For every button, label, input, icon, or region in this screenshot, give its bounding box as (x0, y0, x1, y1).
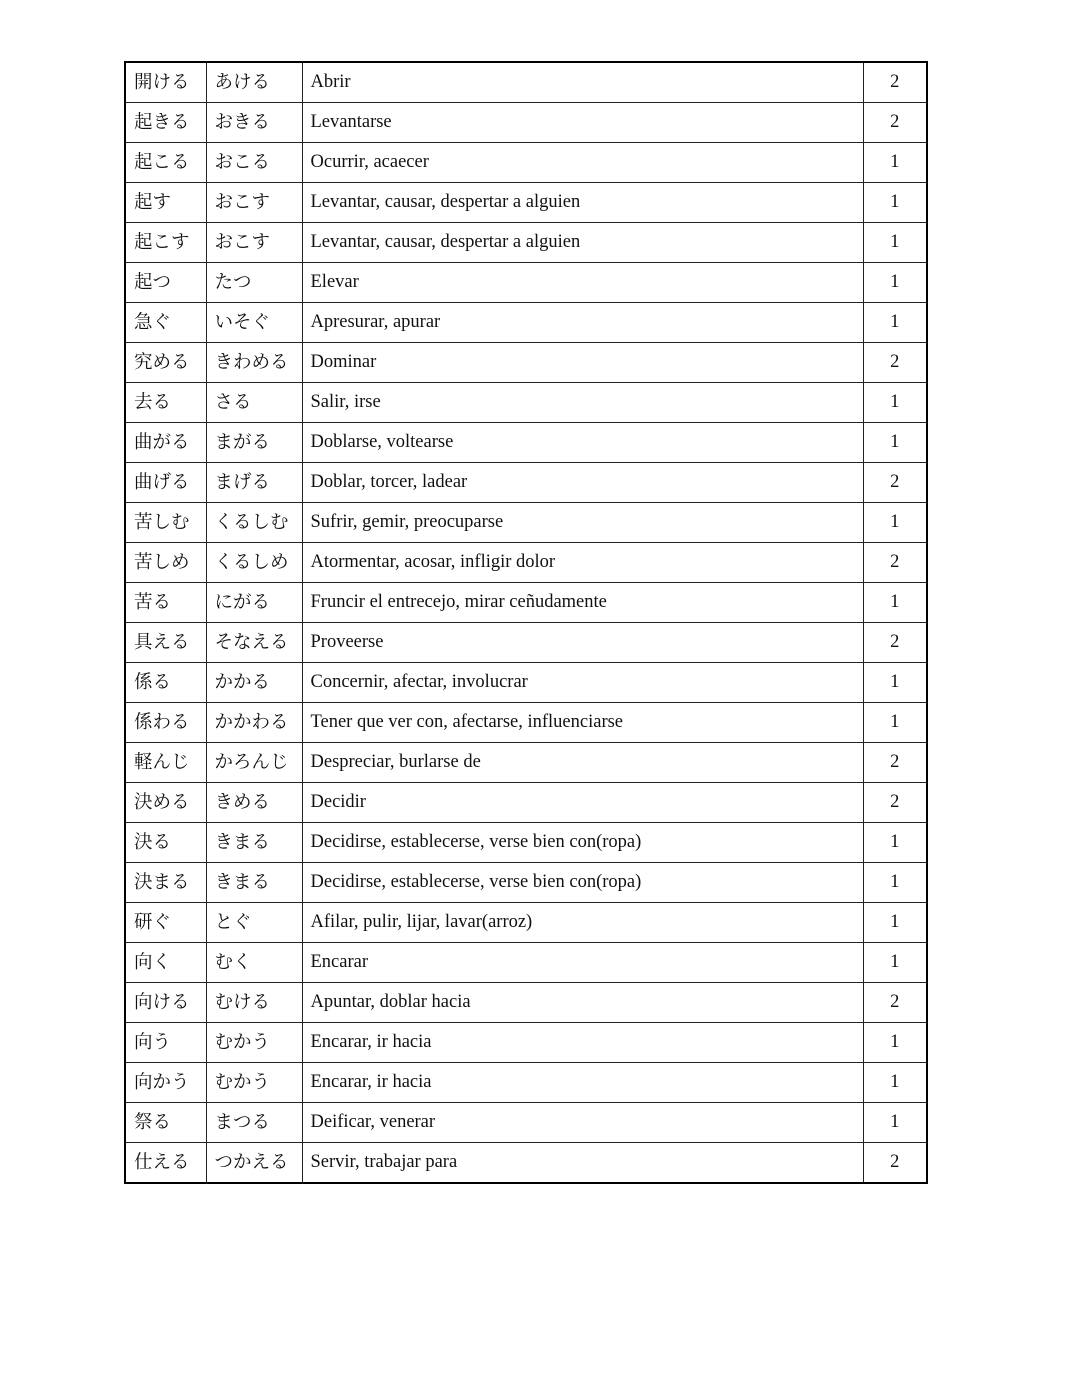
table-row (125, 743, 927, 783)
verb-group-cell: 2 (863, 62, 927, 103)
meaning-cell: Doblar, torcer, ladear (302, 463, 863, 503)
meaning-cell: Encarar (302, 943, 863, 983)
kanji-cell: 向う (125, 1023, 206, 1063)
verb-group-cell: 1 (863, 583, 927, 623)
kanji-cell: 仕える (125, 1143, 206, 1184)
meaning-cell: Apuntar, doblar hacia (302, 983, 863, 1023)
meaning-cell: Doblarse, voltearse (302, 423, 863, 463)
kana-cell: むく (206, 943, 302, 983)
kanji-cell: 苦しめ (125, 543, 206, 583)
meaning-cell: Decidirse, establecerse, verse bien con(ropa) (302, 863, 863, 903)
kana-cell: さる (206, 383, 302, 423)
meaning-cell: Servir, trabajar para (302, 1143, 863, 1184)
kanji-cell: 係わる (125, 703, 206, 743)
kana-cell: おこる (206, 143, 302, 183)
meaning-cell: Levantarse (302, 103, 863, 143)
kana-cell: あける (206, 62, 302, 103)
meaning-cell: Abrir (302, 62, 863, 103)
kana-cell: くるしめ (206, 543, 302, 583)
meaning-cell: Dominar (302, 343, 863, 383)
verb-group-cell: 1 (863, 903, 927, 943)
table-row (125, 423, 927, 463)
meaning-cell: Encarar, ir hacia (302, 1023, 863, 1063)
verb-group-cell: 2 (863, 1143, 927, 1184)
kanji-cell: 苦しむ (125, 503, 206, 543)
verb-group-cell: 1 (863, 423, 927, 463)
table-row (125, 863, 927, 903)
verb-group-cell: 2 (863, 623, 927, 663)
meaning-cell: Levantar, causar, despertar a alguien (302, 223, 863, 263)
verb-group-cell: 1 (863, 263, 927, 303)
table-row (125, 903, 927, 943)
table-row (125, 543, 927, 583)
kana-cell: きまる (206, 823, 302, 863)
kanji-cell: 軽んじ (125, 743, 206, 783)
kanji-cell: 向ける (125, 983, 206, 1023)
kana-cell: きわめる (206, 343, 302, 383)
kana-cell: まがる (206, 423, 302, 463)
kanji-cell: 開ける (125, 62, 206, 103)
meaning-cell: Elevar (302, 263, 863, 303)
meaning-cell: Concernir, afectar, involucrar (302, 663, 863, 703)
verb-group-cell: 1 (863, 823, 927, 863)
table-row (125, 143, 927, 183)
table-row (125, 1063, 927, 1103)
verb-group-cell: 2 (863, 543, 927, 583)
kana-cell: かかわる (206, 703, 302, 743)
kana-cell: かろんじ (206, 743, 302, 783)
kanji-cell: 究める (125, 343, 206, 383)
kanji-cell: 決る (125, 823, 206, 863)
verb-group-cell: 1 (863, 863, 927, 903)
kana-cell: にがる (206, 583, 302, 623)
table-row (125, 823, 927, 863)
verb-group-cell: 1 (863, 223, 927, 263)
kanji-cell: 起こる (125, 143, 206, 183)
table-row (125, 783, 927, 823)
verb-group-cell: 2 (863, 103, 927, 143)
meaning-cell: Tener que ver con, afectarse, influenciarse (302, 703, 863, 743)
kana-cell: まげる (206, 463, 302, 503)
table-row (125, 1143, 927, 1184)
meaning-cell: Levantar, causar, despertar a alguien (302, 183, 863, 223)
kanji-cell: 起す (125, 183, 206, 223)
table-row (125, 463, 927, 503)
table-row (125, 943, 927, 983)
verb-group-cell: 1 (863, 183, 927, 223)
kanji-cell: 曲げる (125, 463, 206, 503)
kanji-cell: 決める (125, 783, 206, 823)
meaning-cell: Sufrir, gemir, preocuparse (302, 503, 863, 543)
verb-group-cell: 1 (863, 943, 927, 983)
verb-group-cell: 2 (863, 983, 927, 1023)
kanji-cell: 向く (125, 943, 206, 983)
kana-cell: むかう (206, 1063, 302, 1103)
kana-cell: おこす (206, 223, 302, 263)
kana-cell: おきる (206, 103, 302, 143)
verb-group-cell: 1 (863, 143, 927, 183)
table-row (125, 503, 927, 543)
table-row (125, 383, 927, 423)
kanji-cell: 急ぐ (125, 303, 206, 343)
meaning-cell: Fruncir el entrecejo, mirar ceñudamente (302, 583, 863, 623)
meaning-cell: Decidir (302, 783, 863, 823)
table-row (125, 62, 927, 103)
table-row (125, 343, 927, 383)
kanji-cell: 起きる (125, 103, 206, 143)
kanji-cell: 苦る (125, 583, 206, 623)
kanji-cell: 決まる (125, 863, 206, 903)
kanji-cell: 研ぐ (125, 903, 206, 943)
meaning-cell: Apresurar, apurar (302, 303, 863, 343)
verb-group-cell: 1 (863, 1063, 927, 1103)
kana-cell: つかえる (206, 1143, 302, 1184)
verb-group-cell: 2 (863, 783, 927, 823)
table-row (125, 983, 927, 1023)
kana-cell: むける (206, 983, 302, 1023)
vocabulary-table (124, 61, 928, 1184)
kanji-cell: 起こす (125, 223, 206, 263)
verb-group-cell: 1 (863, 383, 927, 423)
verb-group-cell: 1 (863, 303, 927, 343)
table-row (125, 663, 927, 703)
table-row (125, 263, 927, 303)
verb-group-cell: 2 (863, 743, 927, 783)
table-row (125, 303, 927, 343)
verb-group-cell: 1 (863, 663, 927, 703)
kana-cell: むかう (206, 1023, 302, 1063)
table-row (125, 183, 927, 223)
meaning-cell: Proveerse (302, 623, 863, 663)
kana-cell: まつる (206, 1103, 302, 1143)
table-row (125, 223, 927, 263)
kanji-cell: 係る (125, 663, 206, 703)
kanji-cell: 曲がる (125, 423, 206, 463)
table-row (125, 1103, 927, 1143)
meaning-cell: Encarar, ir hacia (302, 1063, 863, 1103)
meaning-cell: Afilar, pulir, lijar, lavar(arroz) (302, 903, 863, 943)
verb-group-cell: 1 (863, 503, 927, 543)
table-row (125, 583, 927, 623)
meaning-cell: Deificar, venerar (302, 1103, 863, 1143)
table-row (125, 703, 927, 743)
verb-group-cell: 1 (863, 703, 927, 743)
kana-cell: きめる (206, 783, 302, 823)
verb-group-cell: 2 (863, 343, 927, 383)
kanji-cell: 具える (125, 623, 206, 663)
verb-group-cell: 2 (863, 463, 927, 503)
verb-group-cell: 1 (863, 1023, 927, 1063)
kana-cell: かかる (206, 663, 302, 703)
verb-group-cell: 1 (863, 1103, 927, 1143)
kana-cell: そなえる (206, 623, 302, 663)
meaning-cell: Decidirse, establecerse, verse bien con(ropa) (302, 823, 863, 863)
kanji-cell: 祭る (125, 1103, 206, 1143)
meaning-cell: Salir, irse (302, 383, 863, 423)
kanji-cell: 去る (125, 383, 206, 423)
kana-cell: たつ (206, 263, 302, 303)
kanji-cell: 向かう (125, 1063, 206, 1103)
table-row (125, 623, 927, 663)
kana-cell: おこす (206, 183, 302, 223)
vocabulary-table-body (125, 62, 927, 1183)
kanji-cell: 起つ (125, 263, 206, 303)
kana-cell: くるしむ (206, 503, 302, 543)
meaning-cell: Despreciar, burlarse de (302, 743, 863, 783)
kana-cell: とぐ (206, 903, 302, 943)
kana-cell: いそぐ (206, 303, 302, 343)
meaning-cell: Ocurrir, acaecer (302, 143, 863, 183)
table-row (125, 103, 927, 143)
meaning-cell: Atormentar, acosar, infligir dolor (302, 543, 863, 583)
kana-cell: きまる (206, 863, 302, 903)
table-row (125, 1023, 927, 1063)
